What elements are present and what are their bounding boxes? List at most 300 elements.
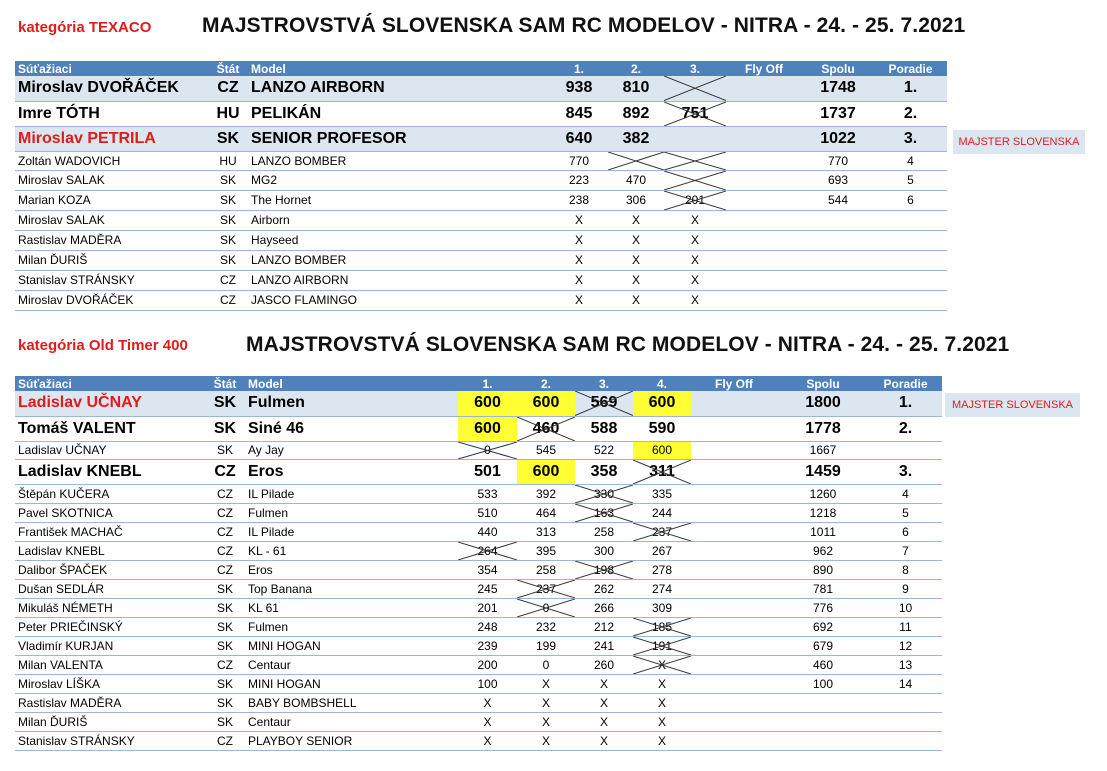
cell-place xyxy=(869,459,942,484)
cell-r1 xyxy=(550,76,608,101)
cell-r2 xyxy=(517,541,575,560)
table-row xyxy=(15,459,942,484)
cell-value: 810 xyxy=(622,79,650,97)
cell-place xyxy=(869,484,942,503)
competitor-name: Miroslav SALAK xyxy=(18,173,105,187)
cell-value: 313 xyxy=(535,524,557,539)
cell-value: X xyxy=(574,293,583,307)
cell-value: HU xyxy=(219,153,237,168)
cell-model xyxy=(245,731,458,750)
cell-value: KL 61 xyxy=(248,600,279,615)
cell-value: 640 xyxy=(565,129,593,147)
cell-model xyxy=(248,170,550,190)
cell-state xyxy=(205,522,245,541)
cell-value: 2. xyxy=(903,104,918,122)
cell-place xyxy=(869,503,942,522)
cell-state xyxy=(208,101,248,126)
header-name: Súťažiaci xyxy=(15,61,208,76)
cell-r2 xyxy=(517,391,575,416)
cell-r3 xyxy=(575,484,633,503)
cell-name xyxy=(15,190,208,210)
cell-value: 751 xyxy=(681,104,709,122)
cell-value: X xyxy=(631,233,640,247)
cell-flyoff xyxy=(691,579,777,598)
cell-value: X xyxy=(657,695,666,710)
cell-r1 xyxy=(458,459,517,484)
cell-r2 xyxy=(608,190,664,210)
cell-model xyxy=(245,636,458,655)
header-name: Súťažiaci xyxy=(15,376,205,391)
strike-cross-icon xyxy=(664,76,726,101)
cell-r1 xyxy=(458,655,517,674)
cell-value: X xyxy=(599,695,608,710)
cell-model xyxy=(245,693,458,712)
cell-value: PELIKÁN xyxy=(251,104,322,122)
competitor-name: Štěpán KUČERA xyxy=(18,486,110,501)
cell-state xyxy=(205,560,245,579)
cell-r3 xyxy=(575,617,633,636)
cell-value: X xyxy=(657,733,666,748)
table-row xyxy=(15,579,942,598)
cell-total xyxy=(802,126,874,151)
cell-value: 11 xyxy=(899,619,912,634)
cell-flyoff xyxy=(726,101,802,126)
cell-flyoff xyxy=(691,541,777,560)
cell-value: 938 xyxy=(565,79,593,97)
cell-model xyxy=(248,210,550,230)
cell-value: X xyxy=(574,273,583,287)
cell-r3 xyxy=(664,250,726,270)
cell-flyoff xyxy=(691,655,777,674)
table-row xyxy=(15,250,947,270)
cell-value: 1218 xyxy=(809,505,837,520)
table-row xyxy=(15,190,947,210)
competitor-name: František MACHAČ xyxy=(18,524,123,539)
cell-name xyxy=(15,230,208,250)
cell-value: PLAYBOY SENIOR xyxy=(248,733,353,748)
category-label-texaco: kategória TEXACO xyxy=(18,19,152,36)
cell-value: 1800 xyxy=(805,394,841,412)
cell-name xyxy=(15,459,205,484)
cell-value: X xyxy=(599,676,608,691)
competitor-name: Ladislav KNEBL xyxy=(18,543,105,558)
cell-r2 xyxy=(517,503,575,522)
cell-value: 600 xyxy=(474,419,501,437)
cell-state xyxy=(205,541,245,560)
cell-flyoff xyxy=(726,76,802,101)
cell-model xyxy=(245,579,458,598)
header-model: Model xyxy=(248,61,550,76)
cell-value: 278 xyxy=(651,562,673,577)
header-round-2: 2. xyxy=(608,61,664,76)
cell-value: 358 xyxy=(590,462,618,480)
cell-total xyxy=(802,76,874,101)
competitor-name: Pavel SKOTNICA xyxy=(18,505,113,520)
header-round-3: 3. xyxy=(664,61,726,76)
cell-r1 xyxy=(458,617,517,636)
cell-r1 xyxy=(458,598,517,617)
cell-place xyxy=(869,617,942,636)
cell-total xyxy=(802,101,874,126)
cell-value: 3. xyxy=(898,462,913,480)
cell-value: 330 xyxy=(593,486,615,501)
cell-value: 692 xyxy=(812,619,834,634)
cell-r3 xyxy=(664,170,726,190)
cell-place xyxy=(869,441,942,459)
cell-value: 600 xyxy=(532,394,560,412)
cell-value: 14 xyxy=(898,676,913,691)
cell-value: 267 xyxy=(651,543,673,558)
cell-value: 1748 xyxy=(820,79,856,97)
cell-value: 1260 xyxy=(809,486,837,501)
table-row xyxy=(15,636,942,655)
cell-value: 239 xyxy=(477,638,498,653)
results-table-texaco xyxy=(15,61,947,311)
cell-state xyxy=(205,459,245,484)
cell-total xyxy=(802,170,874,190)
cell-value: CZ xyxy=(217,543,233,558)
competitor-name: Milan ĎURIŠ xyxy=(18,253,88,267)
cell-r3 xyxy=(575,636,633,655)
cell-value: 212 xyxy=(593,619,615,634)
cell-model xyxy=(248,270,550,290)
cell-model xyxy=(245,541,458,560)
cell-value: 6 xyxy=(902,524,909,539)
cell-r3 xyxy=(575,416,633,441)
cell-r1 xyxy=(458,560,517,579)
cell-total xyxy=(777,655,869,674)
cell-r3 xyxy=(664,76,726,101)
cell-r2 xyxy=(517,655,575,674)
cell-r4 xyxy=(633,541,691,560)
cell-state xyxy=(205,598,245,617)
cell-state xyxy=(205,712,245,731)
cell-value: 522 xyxy=(593,443,615,457)
cell-model xyxy=(248,151,550,170)
table-row xyxy=(15,210,947,230)
cell-value: X xyxy=(541,676,550,691)
table-row xyxy=(15,391,942,416)
cell-r4 xyxy=(633,674,691,693)
cell-value: SENIOR PROFESOR xyxy=(251,129,407,147)
cell-value: 1667 xyxy=(809,443,837,457)
cell-r1 xyxy=(550,126,608,151)
cell-value: 569 xyxy=(590,394,618,412)
cell-value: 510 xyxy=(477,505,498,520)
cell-flyoff xyxy=(726,190,802,210)
cell-name xyxy=(15,270,208,290)
page-title-texaco: MAJSTROVSTVÁ SLOVENSKA SAM RC MODELOV - NITRA - 24. - 25. 7.2021 xyxy=(202,14,966,37)
cell-flyoff xyxy=(691,712,777,731)
cell-value: 8 xyxy=(902,562,909,577)
header-place: Poradie xyxy=(869,376,942,391)
table-row xyxy=(15,484,942,503)
cell-total xyxy=(802,270,874,290)
table-row xyxy=(15,76,947,101)
cell-r2 xyxy=(608,270,664,290)
cell-flyoff xyxy=(691,617,777,636)
cell-total xyxy=(777,459,869,484)
cell-flyoff xyxy=(726,151,802,170)
cell-place xyxy=(874,230,947,250)
table-row xyxy=(15,416,942,441)
cell-value: 545 xyxy=(535,443,557,457)
cell-value: 0 xyxy=(542,657,550,672)
cell-r1 xyxy=(550,101,608,126)
cell-value: X xyxy=(541,714,550,729)
cell-value: X xyxy=(483,714,492,729)
cell-value: 600 xyxy=(648,394,676,412)
cell-value: X xyxy=(657,657,666,672)
cell-flyoff xyxy=(726,210,802,230)
cell-value: IL Pilade xyxy=(248,486,295,501)
cell-r4 xyxy=(633,598,691,617)
cell-value: 248 xyxy=(477,619,498,634)
cell-value: Eros xyxy=(248,562,273,577)
cell-value: X xyxy=(483,733,492,748)
cell-place xyxy=(874,250,947,270)
cell-name xyxy=(15,151,208,170)
cell-r2 xyxy=(608,250,664,270)
cell-value: SK xyxy=(216,714,233,729)
cell-value: Hayseed xyxy=(251,233,299,247)
cell-r4 xyxy=(633,579,691,598)
cell-value: 5 xyxy=(907,173,914,187)
cell-place xyxy=(869,693,942,712)
cell-value: X xyxy=(631,253,640,267)
cell-state xyxy=(208,126,248,151)
header-round-2: 2. xyxy=(517,376,575,391)
cell-flyoff xyxy=(691,459,777,484)
cell-value: SK xyxy=(219,193,236,207)
cell-r1 xyxy=(458,712,517,731)
cell-state xyxy=(208,290,248,310)
cell-total xyxy=(777,416,869,441)
cell-place xyxy=(869,731,942,750)
competitor-name: Rastislav MADĚRA xyxy=(18,233,122,247)
table-row xyxy=(15,270,947,290)
cell-r4 xyxy=(633,712,691,731)
cell-value: MINI HOGAN xyxy=(248,676,321,691)
cell-r1 xyxy=(550,190,608,210)
cell-r4 xyxy=(633,617,691,636)
cell-flyoff xyxy=(691,484,777,503)
cell-value: X xyxy=(690,213,699,227)
cell-value: 9 xyxy=(902,581,909,596)
cell-r1 xyxy=(458,693,517,712)
cell-state xyxy=(205,391,245,416)
cell-value: SK xyxy=(219,253,236,267)
cell-r3 xyxy=(575,541,633,560)
cell-value: 962 xyxy=(812,543,834,558)
cell-state xyxy=(208,230,248,250)
competitor-name: Miroslav SALAK xyxy=(18,213,105,227)
cell-flyoff xyxy=(726,126,802,151)
cell-r3 xyxy=(575,522,633,541)
cell-state xyxy=(208,270,248,290)
competitor-name: Milan VALENTA xyxy=(18,657,103,672)
cell-name xyxy=(15,441,205,459)
cell-value: 306 xyxy=(625,193,647,207)
cell-r2 xyxy=(608,290,664,310)
cell-model xyxy=(245,598,458,617)
cell-r4 xyxy=(633,416,691,441)
cell-value: Centaur xyxy=(248,657,291,672)
cell-r4 xyxy=(633,441,691,459)
cell-value: 781 xyxy=(812,581,834,596)
cell-name xyxy=(15,126,208,151)
cell-model xyxy=(248,101,550,126)
cell-value: 201 xyxy=(477,600,498,615)
cell-r1 xyxy=(550,230,608,250)
cell-r3 xyxy=(575,655,633,674)
results-table-oldtimer xyxy=(15,376,942,751)
cell-model xyxy=(248,126,550,151)
cell-r4 xyxy=(633,655,691,674)
cell-r2 xyxy=(608,170,664,190)
cell-value: 1. xyxy=(903,79,918,97)
cell-value: 200 xyxy=(477,657,498,672)
champion-badge-oldtimer: MAJSTER SLOVENSKA xyxy=(945,393,1080,417)
competitor-name: Ladislav KNEBL xyxy=(18,462,142,480)
cell-value: 100 xyxy=(812,676,834,691)
competitor-name: Miroslav DVOŘÁČEK xyxy=(18,79,179,97)
cell-value: BABY BOMBSHELL xyxy=(248,695,357,710)
cell-r3 xyxy=(575,674,633,693)
cell-r2 xyxy=(608,210,664,230)
cell-model xyxy=(245,484,458,503)
cell-value: SK xyxy=(216,129,240,147)
cell-r3 xyxy=(664,270,726,290)
competitor-name: Zoltán WADOVICH xyxy=(18,153,121,168)
cell-value: CZ xyxy=(217,505,233,520)
cell-name xyxy=(15,712,205,731)
cell-name xyxy=(15,101,208,126)
cell-flyoff xyxy=(691,731,777,750)
cell-model xyxy=(245,522,458,541)
cell-place xyxy=(874,270,947,290)
cell-value: X xyxy=(574,233,583,247)
cell-value: Centaur xyxy=(248,714,291,729)
cell-value: 6 xyxy=(907,193,914,207)
cell-value: SK xyxy=(216,676,233,691)
cell-place xyxy=(869,416,942,441)
cell-flyoff xyxy=(691,441,777,459)
cell-value: Fulmen xyxy=(248,619,289,634)
cell-value: X xyxy=(631,213,640,227)
cell-r4 xyxy=(633,391,691,416)
table-header xyxy=(15,376,942,391)
cell-value: 464 xyxy=(535,505,557,520)
cell-flyoff xyxy=(691,416,777,441)
cell-state xyxy=(205,617,245,636)
cell-place xyxy=(874,76,947,101)
cell-model xyxy=(248,230,550,250)
cell-r2 xyxy=(608,101,664,126)
cell-value: 440 xyxy=(477,524,498,539)
cell-total xyxy=(777,391,869,416)
header-round-1: 1. xyxy=(550,61,608,76)
category-label-oldtimer: kategória Old Timer 400 xyxy=(18,337,188,354)
cell-value: 100 xyxy=(477,676,498,691)
cell-place xyxy=(869,636,942,655)
cell-name xyxy=(15,560,205,579)
cell-name xyxy=(15,170,208,190)
cell-r3 xyxy=(575,598,633,617)
cell-name xyxy=(15,598,205,617)
cell-value: 244 xyxy=(651,505,673,520)
cell-value: 533 xyxy=(477,486,498,501)
cell-flyoff xyxy=(691,598,777,617)
cell-value: Fulmen xyxy=(248,505,289,520)
cell-value: X xyxy=(599,733,608,748)
competitor-name: Stanislav STRÁNSKY xyxy=(18,733,135,748)
cell-state xyxy=(208,250,248,270)
cell-value: 470 xyxy=(625,173,647,187)
cell-r2 xyxy=(517,617,575,636)
cell-r1 xyxy=(458,522,517,541)
cell-name xyxy=(15,290,208,310)
cell-place xyxy=(874,290,947,310)
cell-value: MINI HOGAN xyxy=(248,638,321,653)
header-state: Štát xyxy=(205,376,245,391)
table-row xyxy=(15,101,947,126)
cell-value: SK xyxy=(216,695,233,710)
champion-badge-texaco: MAJSTER SLOVENSKA xyxy=(953,130,1085,154)
cell-model xyxy=(245,416,458,441)
cell-name xyxy=(15,391,205,416)
competitor-name: Rastislav MADĚRA xyxy=(18,695,122,710)
cell-flyoff xyxy=(726,230,802,250)
cell-value: 1022 xyxy=(820,129,856,147)
cell-total xyxy=(802,151,874,170)
cell-value: X xyxy=(574,253,583,267)
cell-r4 xyxy=(633,484,691,503)
cell-value: 274 xyxy=(651,581,673,596)
cell-r1 xyxy=(458,503,517,522)
cell-r1 xyxy=(458,416,517,441)
cell-value: 770 xyxy=(568,153,590,168)
cell-total xyxy=(802,210,874,230)
cell-value: X xyxy=(690,293,699,307)
cell-place xyxy=(869,712,942,731)
cell-value: LANZO BOMBER xyxy=(251,153,347,168)
cell-value: 600 xyxy=(532,462,560,480)
cell-value: 590 xyxy=(648,419,676,437)
cell-r2 xyxy=(608,126,664,151)
cell-value: HU xyxy=(216,104,240,122)
cell-model xyxy=(245,712,458,731)
cell-r3 xyxy=(575,459,633,484)
cell-total xyxy=(777,598,869,617)
header-total: Spolu xyxy=(802,61,874,76)
cell-name xyxy=(15,76,208,101)
cell-value: 693 xyxy=(827,173,849,187)
cell-value: SK xyxy=(219,173,236,187)
cell-total xyxy=(777,712,869,731)
cell-flyoff xyxy=(691,693,777,712)
cell-r3 xyxy=(575,693,633,712)
cell-value: SK xyxy=(213,394,237,412)
cell-value: 2. xyxy=(898,419,913,437)
competitor-name: Dušan SEDLÁR xyxy=(18,581,105,596)
table-row xyxy=(15,230,947,250)
cell-r2 xyxy=(517,598,575,617)
cell-value: MG2 xyxy=(251,173,278,187)
cell-place xyxy=(869,598,942,617)
cell-name xyxy=(15,250,208,270)
table-row xyxy=(15,655,942,674)
